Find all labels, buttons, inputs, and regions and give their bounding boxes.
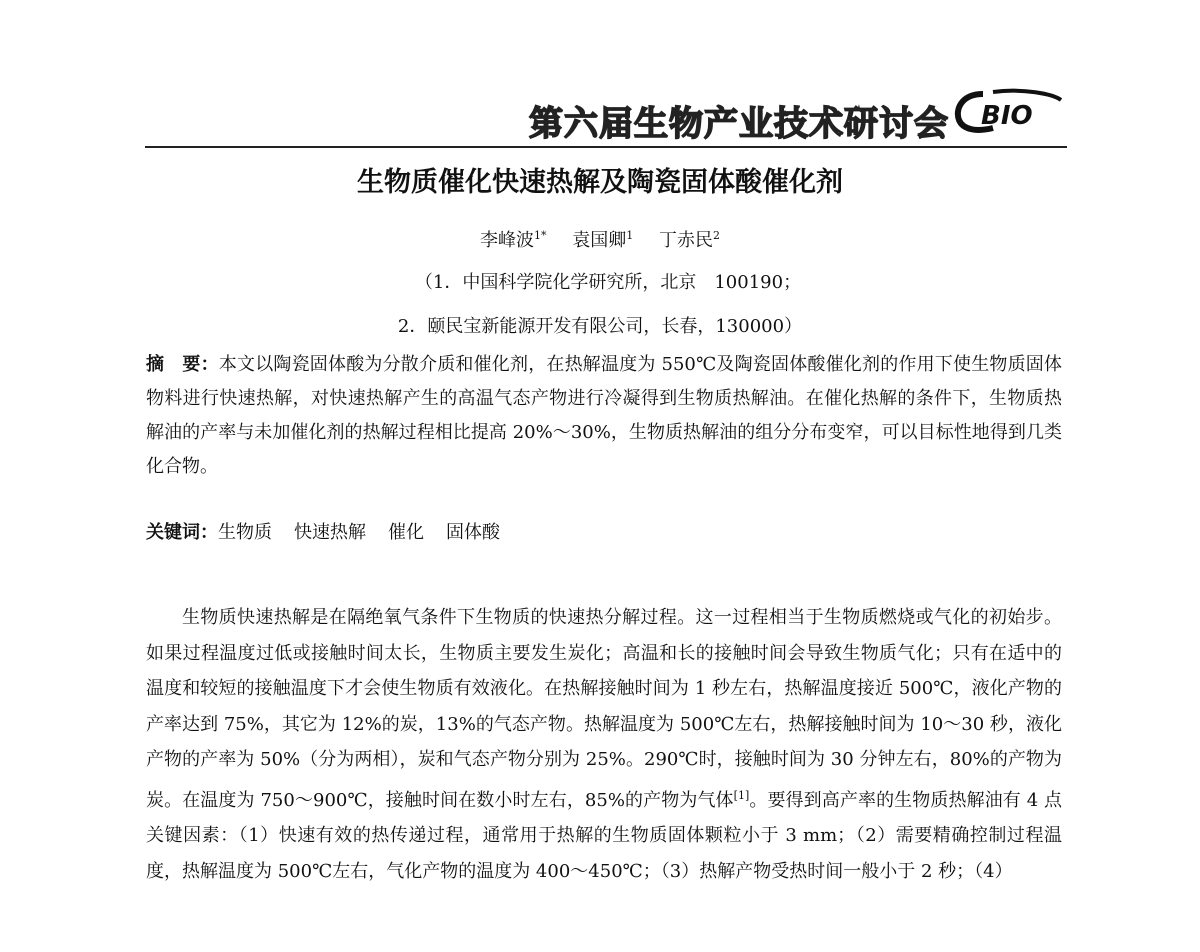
bio-logo bbox=[953, 88, 1065, 138]
body-paragraph: 生物质快速热解是在隔绝氧气条件下生物质的快速热分解过程。这一过程相当于生物质燃烧或气化的初始步。如果过程温度过低或接触时间太长，生物质主要发生炭化；高温和长的接触时间会导致生物质气化；只有在适中的温度和较短的接触温度下才会使生物质有效液化。在热解接触时间为 1 秒左右，热解温度接近 500℃，液化产物的产率达到 75%，其它为 12%的炭，13%的气态产物。热解温度为 500℃左右，热解接触时间为 10～30 秒，液化产物的产率为 50%（分为两相），炭和气态产物分别为 25%。290℃时，接触时间为 30 分钟左右，80%的产物为炭。在温度为 750～900℃，接触时间在数小时左右，85%的产物为气体[1]。要得到高产率的生物质热解油有 4 点关键因素：（1）快速有效的热传递过程，通常用于热解的生物质固体颗粒小于 3 mm；（2）需要精确控制过程温度，热解温度为 500℃左右，气化产物的温度为 400～450℃；（3）热解产物受热时间一般小于 2 秒；（4） bbox=[146, 607, 1062, 882]
abstract bbox=[146, 348, 1062, 484]
abstract-text: 本文以陶瓷固体酸为分散介质和催化剂，在热解温度为 550℃及陶瓷固体酸催化剂的作用下使生物质固体物料进行快速热解，对快速热解产生的高温气态产物进行冷凝得到生物质热解油。在催化热解的条件下，生物质热解油的产率与未加催化剂的热解过程相比提高 20%～30%，生物质热解油的组分分布变窄，可以目标性地得到几类化合物。 bbox=[146, 354, 1063, 477]
conference-header bbox=[145, 88, 1067, 148]
conference-title: 第六届生物产业技术研讨会 bbox=[529, 104, 949, 144]
keyword: 催化 bbox=[388, 522, 424, 543]
keywords-label: 关键词： bbox=[146, 522, 218, 543]
keyword: 生物质 bbox=[218, 522, 272, 543]
keywords bbox=[146, 516, 1062, 550]
affiliation-1: （1．中国科学院化学研究所，北京 100190； bbox=[414, 272, 802, 293]
affiliation-2: 2．颐民宝新能源开发有限公司，长春，130000） bbox=[397, 316, 803, 337]
reference-mark[interactable]: [1] bbox=[733, 788, 750, 802]
abstract-label: 摘 要： bbox=[146, 354, 219, 375]
keyword: 快速热解 bbox=[294, 522, 366, 543]
logo-text: BIO bbox=[981, 101, 1033, 131]
keyword: 固体酸 bbox=[446, 522, 500, 543]
paper-title: 生物质催化快速热解及陶瓷固体酸催化剂 bbox=[357, 167, 843, 198]
author: 丁赤民$^2$ bbox=[658, 229, 720, 251]
author-list bbox=[0, 226, 1200, 252]
author: 李峰波$^{1*}$ bbox=[480, 229, 547, 251]
author: 袁国卿$^1$ bbox=[572, 229, 634, 251]
